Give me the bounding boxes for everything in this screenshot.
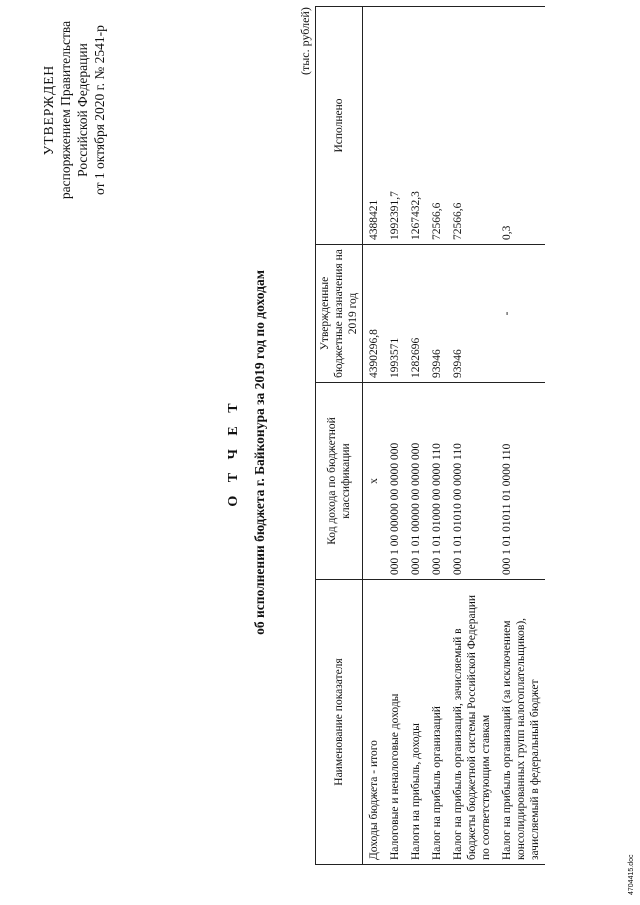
- row-exec: 72566,6: [426, 7, 447, 245]
- row-exec: 4388421: [363, 7, 385, 245]
- row-exec: 1992391,7: [384, 7, 405, 245]
- approval-title: УТВЕРЖДЕН: [41, 64, 56, 156]
- table-row: [363, 7, 385, 865]
- header-plan: Утвержденные бюджетные назначения на 2019 год: [316, 245, 363, 383]
- row-code: 000 1 01 00000 00 0000 000: [405, 383, 426, 580]
- row-name: Налоговые и неналоговые доходы: [384, 580, 405, 865]
- document-file-id: 4704415.doc: [628, 854, 635, 895]
- report-table: [315, 6, 545, 865]
- row-plan: -: [496, 245, 545, 383]
- row-code: 000 1 01 01010 00 0000 110: [447, 383, 496, 580]
- row-name: Доходы бюджета - итого: [363, 580, 385, 865]
- table-row: [447, 7, 496, 865]
- row-plan: 1282696: [405, 245, 426, 383]
- approval-line-2: распоряжением Правительства: [58, 20, 73, 200]
- approval-line-3: Российской Федерации: [75, 43, 90, 177]
- header-name: Наименование показателя: [316, 580, 363, 865]
- header-exec: Исполнено: [316, 7, 363, 245]
- row-plan: 1993571: [384, 245, 405, 383]
- table-row: [426, 7, 447, 865]
- units-label: (тыс. рублей): [298, 7, 312, 75]
- row-name: Налог на прибыль организаций: [426, 580, 447, 865]
- row-name: Налог на прибыль организаций, зачисляемый в бюджеты бюджетной системы Российской Федерации по соответствующим ставкам: [447, 580, 496, 865]
- table-row: [405, 7, 426, 865]
- row-exec: 0,3: [496, 7, 545, 245]
- row-plan: 4390296,8: [363, 245, 385, 383]
- row-exec: 1267432,3: [405, 7, 426, 245]
- table-row: [496, 7, 545, 865]
- row-exec: 72566,6: [447, 7, 496, 245]
- row-code: x: [363, 383, 385, 580]
- document-title: О Т Ч Е Т: [226, 398, 241, 507]
- row-code: 000 1 01 01000 00 0000 110: [426, 383, 447, 580]
- row-plan: 93946: [426, 245, 447, 383]
- document-subtitle: об исполнении бюджета г. Байконура за 2019 год по доходам: [252, 270, 267, 635]
- row-name: Налог на прибыль организаций (за исключением консолидированных групп налогоплательщиков), зачисляемый в федеральный бюджет: [496, 580, 545, 865]
- row-name: Налоги на прибыль, доходы: [405, 580, 426, 865]
- header-code: Код дохода по бюджетной классификации: [316, 383, 363, 580]
- row-code: 000 1 00 00000 00 0000 000: [384, 383, 405, 580]
- table-row: [384, 7, 405, 865]
- approval-block: [40, 10, 108, 210]
- row-plan: 93946: [447, 245, 496, 383]
- approval-line-4: от 1 октября 2020 г. № 2541-р: [92, 25, 107, 195]
- row-code: 000 1 01 01011 01 0000 110: [496, 383, 545, 580]
- table-header-row: [316, 7, 363, 865]
